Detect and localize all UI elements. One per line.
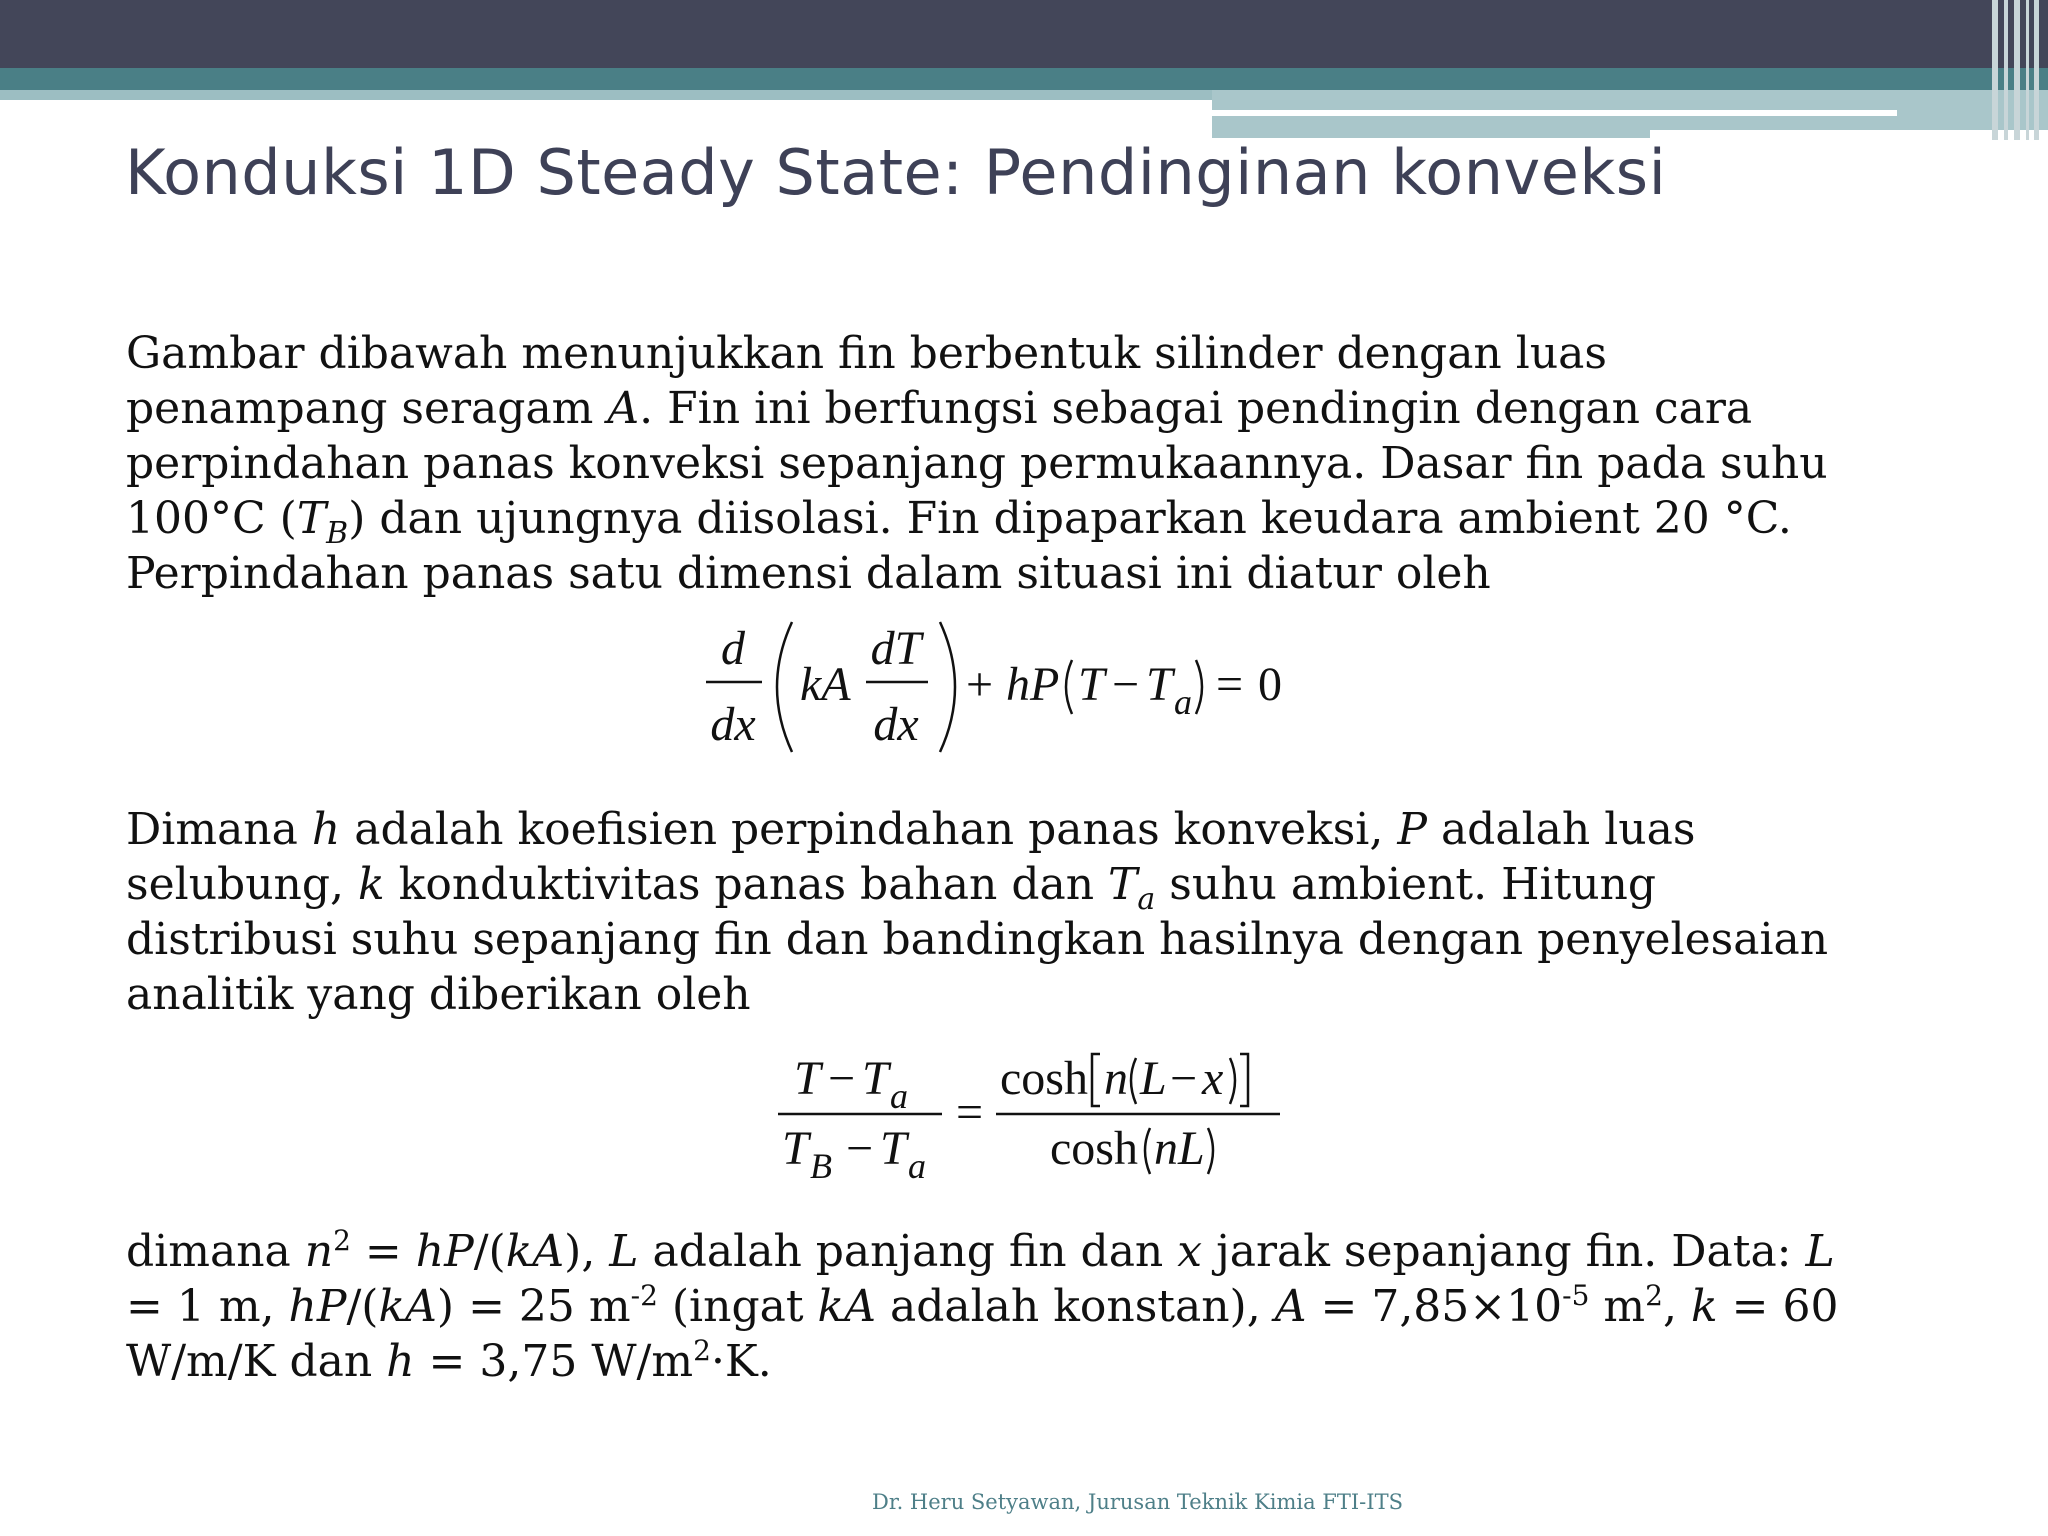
- svg-text:−: −: [1112, 658, 1140, 711]
- header-line-white: [1212, 110, 1897, 116]
- svg-text:nL: nL: [1154, 1122, 1205, 1175]
- svg-text:dx: dx: [873, 698, 919, 751]
- svg-text:cosh: cosh: [1050, 1122, 1138, 1175]
- header-stripes: [1988, 0, 2048, 140]
- svg-text:cosh: cosh: [1000, 1052, 1088, 1105]
- svg-text:n: n: [1104, 1052, 1128, 1105]
- text-line: 100°C $(T_B)$ dan ujungnya diisolasi. Fin dipaparkan keudara ambient 20 °C.: [126, 493, 1792, 551]
- text-line: Gambar dibawah menunjukkan fin berbentuk silinder dengan luas: [126, 328, 1607, 379]
- svg-text:=: =: [956, 1086, 984, 1139]
- footer-credit: Dr. Heru Setyawan, Jurusan Teknik Kimia FTI-ITS: [872, 1490, 1403, 1514]
- text-line: Perpindahan panas satu dimensi dalam situasi ini diatur oleh: [126, 548, 1491, 599]
- header-bar-light: [0, 90, 1212, 100]
- text-line: penampang seragam A. Fin ini berfungsi sebagai pendingin dengan cara: [126, 383, 1753, 434]
- header-bar-dark: [0, 0, 2048, 68]
- svg-text:−: −: [828, 1052, 856, 1105]
- svg-text:a: a: [1174, 682, 1192, 722]
- text-line: analitik yang diberikan oleh: [126, 969, 751, 1020]
- header-bar-teal: [0, 68, 2048, 90]
- svg-text:a: a: [908, 1146, 926, 1186]
- svg-text:−: −: [1170, 1052, 1198, 1105]
- text-line: W/m/K dan h = 3,75 $W/m^2\cdot K$.: [126, 1334, 772, 1387]
- text-line: = 1 m, hP/(kA) = 25 $m^{-2}$ (ingat kA adalah konstan), $A = 7,85\times 10^{-5}$ $m^2$, k = 60: [126, 1279, 1839, 1332]
- svg-text:0: 0: [1258, 658, 1282, 711]
- equation-governing: [700, 612, 1330, 762]
- text-line: selubung, k konduktivitas panas bahan dan $T_a$ suhu ambient. Hitung: [126, 859, 1657, 917]
- svg-text:dT: dT: [870, 622, 922, 675]
- svg-text:T: T: [862, 1052, 889, 1105]
- svg-text:B: B: [810, 1146, 832, 1186]
- svg-text:dx: dx: [710, 698, 756, 751]
- svg-text:a: a: [890, 1076, 908, 1116]
- svg-text:+: +: [966, 658, 994, 711]
- svg-text:T: T: [880, 1122, 907, 1175]
- svg-text:T: T: [782, 1122, 809, 1175]
- svg-text:T: T: [1146, 658, 1173, 711]
- text-line: dimana $n^2 = hP/(kA)$, L adalah panjang fin dan x jarak sepanjang fin. Data: L: [126, 1224, 1835, 1277]
- paragraph-data: [126, 1224, 1906, 1389]
- text-line: distribusi suhu sepanjang fin dan bandingkan hasilnya dengan penyelesaian: [126, 914, 1829, 965]
- svg-text:L: L: [1140, 1052, 1167, 1105]
- text-line: Dimana h adalah koefisien perpindahan panas konveksi, P adalah luas: [126, 804, 1696, 855]
- svg-text:T: T: [794, 1052, 821, 1105]
- slide-title: Konduksi 1D Steady State: Pendinginan konveksi: [125, 136, 1667, 209]
- paragraph-intro: [126, 326, 1906, 601]
- svg-text:T: T: [1078, 658, 1105, 711]
- svg-text:d: d: [721, 622, 745, 675]
- paragraph-definitions: [126, 802, 1906, 1022]
- svg-text:=: =: [1216, 658, 1244, 711]
- text-line: perpindahan panas konveksi sepanjang permukaannya. Dasar fin pada suhu: [126, 438, 1828, 489]
- svg-text:hP: hP: [1006, 658, 1060, 711]
- equation-analytic: [770, 1048, 1290, 1198]
- svg-text:−: −: [846, 1122, 874, 1175]
- svg-text:x: x: [1202, 1052, 1224, 1105]
- svg-text:kA: kA: [800, 658, 851, 711]
